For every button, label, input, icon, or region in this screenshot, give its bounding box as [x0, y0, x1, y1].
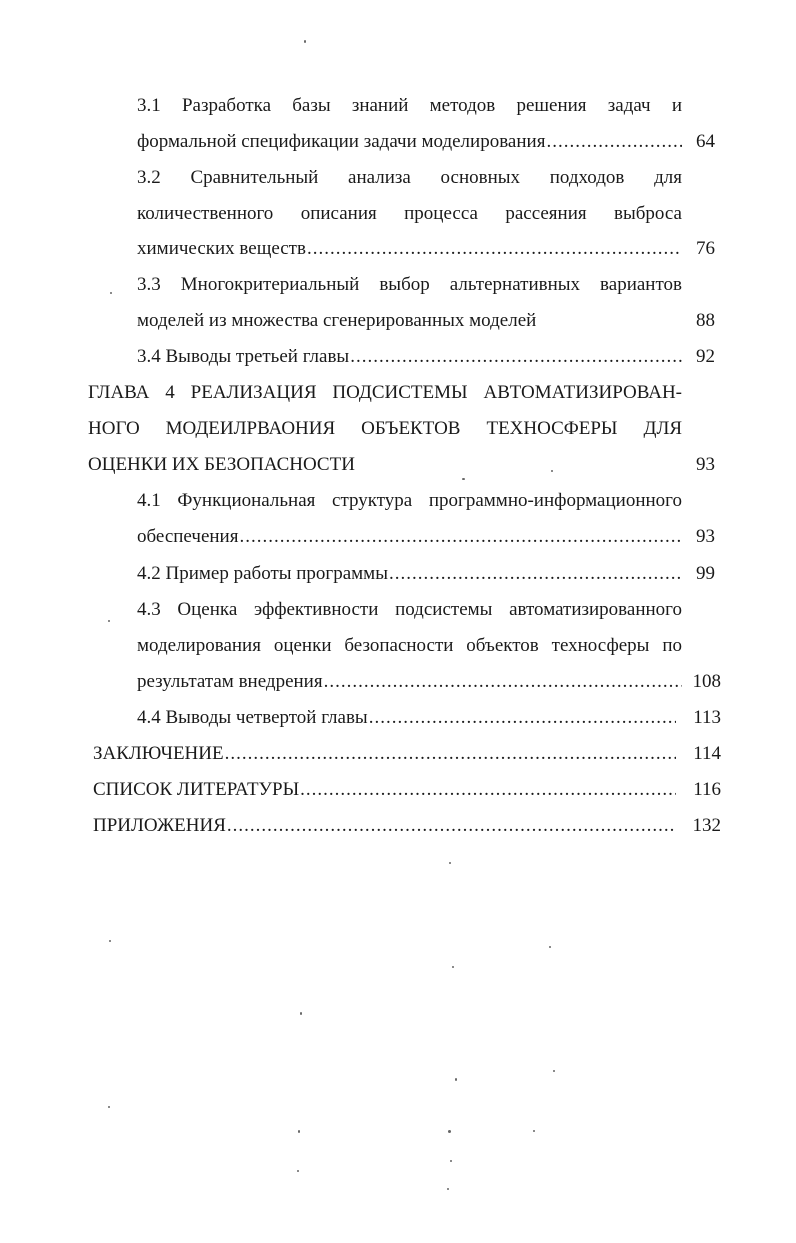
- toc-3-2-line1: 3.2 Сравнительный анализа основных подходов для: [137, 167, 682, 188]
- toc-4-1-line1: 4.1 Функциональная структура программно-информационного: [137, 490, 682, 511]
- toc-3-4-line1[interactable]: [137, 345, 682, 371]
- scan-speck: [109, 940, 111, 942]
- scan-speck: [549, 946, 551, 948]
- scan-speck: [455, 1078, 457, 1081]
- toc-3-3-line1: 3.3 Многокритериальный выбор альтернативных вариантов: [137, 274, 682, 295]
- scan-speck: [452, 966, 454, 968]
- toc-4-1-label: обеспечения: [137, 526, 239, 547]
- toc-appendices-label: ПРИЛОЖЕНИЯ: [93, 815, 226, 836]
- scan-speck: [533, 1130, 535, 1132]
- scan-speck: [450, 1160, 452, 1162]
- toc-4-4-label: 4.4 Выводы четвертой главы: [137, 707, 368, 728]
- scan-speck: [551, 470, 553, 472]
- toc-4-1-page: 93: [696, 526, 715, 547]
- scan-speck: [300, 1012, 302, 1015]
- toc-3-2-label: химических веществ: [137, 238, 306, 259]
- leader-dots: [307, 237, 682, 261]
- scan-speck: [298, 1130, 300, 1133]
- toc-3-2-line2: количественного описания процесса рассеяния выброса: [137, 203, 682, 224]
- leader-dots: [324, 670, 682, 694]
- toc-ch4-line1: ГЛАВА 4 РЕАЛИЗАЦИЯ ПОДСИСТЕМЫ АВТОМАТИЗИРОВАН-: [88, 382, 682, 403]
- toc-3-1-line2[interactable]: [137, 130, 682, 156]
- toc-3-1-page: 64: [696, 131, 715, 152]
- leader-dots: [546, 130, 682, 154]
- toc-3-2-page: 76: [696, 238, 715, 259]
- leader-dots: [350, 345, 682, 369]
- scan-speck: [108, 620, 110, 622]
- scan-speck: [108, 1106, 110, 1108]
- toc-3-3-label: моделей из множества сгенерированных моделей: [137, 310, 537, 331]
- scan-speck: [553, 1070, 555, 1072]
- toc-4-1-line2[interactable]: [137, 525, 682, 551]
- leader-dots: [389, 562, 682, 586]
- toc-ch4-label: ОЦЕНКИ ИХ БЕЗОПАСНОСТИ: [88, 454, 355, 475]
- leader-dots: [225, 742, 676, 766]
- toc-4-3-label: результатам внедрения: [137, 671, 323, 692]
- toc-3-3-page: 88: [696, 310, 715, 331]
- toc-4-4-line1[interactable]: [137, 706, 676, 732]
- toc-4-3-line1: 4.3 Оценка эффективности подсистемы автоматизированного: [137, 599, 682, 620]
- toc-ch4-page: 93: [696, 454, 715, 475]
- toc-references-page: 116: [693, 779, 721, 800]
- toc-references[interactable]: [93, 778, 676, 804]
- leader-dots: [239, 525, 682, 549]
- toc-conclusion-label: ЗАКЛЮЧЕНИЕ: [93, 743, 224, 764]
- scan-speck: [447, 1188, 449, 1190]
- toc-conclusion-page: 114: [693, 743, 721, 764]
- toc-4-3-line3[interactable]: [137, 670, 682, 696]
- scan-speck: [462, 478, 465, 480]
- leader-dots: [300, 778, 676, 802]
- toc-4-2-line1[interactable]: [137, 562, 682, 588]
- toc-references-label: СПИСОК ЛИТЕРАТУРЫ: [93, 779, 300, 800]
- toc-4-3-page: 108: [692, 671, 721, 692]
- toc-4-2-label: 4.2 Пример работы программы: [137, 563, 388, 584]
- toc-appendices-page: 132: [692, 815, 721, 836]
- toc-4-2-page: 99: [696, 563, 715, 584]
- leader-dots: [227, 814, 676, 838]
- toc-3-2-line3[interactable]: [137, 237, 682, 263]
- scan-speck: [297, 1170, 299, 1172]
- toc-3-4-label: 3.4 Выводы третьей главы: [137, 346, 350, 367]
- toc-ch4-line2: НОГО МОДЕИЛРВАОНИЯ ОБЪЕКТОВ ТЕХНОСФЕРЫ ДЛЯ: [88, 418, 682, 439]
- toc-3-4-page: 92: [696, 346, 715, 367]
- scan-speck: [110, 292, 112, 294]
- leader-dots: [369, 706, 676, 730]
- scan-speck: [448, 1130, 451, 1133]
- toc-3-3-line2[interactable]: [137, 309, 682, 335]
- toc-3-1-label: формальной спецификации задачи моделирования: [137, 131, 546, 152]
- scan-speck: [304, 40, 306, 43]
- toc-conclusion[interactable]: [93, 742, 676, 768]
- toc-ch4-line3[interactable]: [88, 453, 682, 479]
- scan-speck: [449, 862, 451, 864]
- toc-3-1-line1: 3.1 Разработка базы знаний методов решения задач и: [137, 95, 682, 116]
- toc-4-4-page: 113: [693, 707, 721, 728]
- toc-4-3-line2: моделирования оценки безопасности объектов техносферы по: [137, 635, 682, 656]
- toc-appendices[interactable]: [93, 814, 676, 840]
